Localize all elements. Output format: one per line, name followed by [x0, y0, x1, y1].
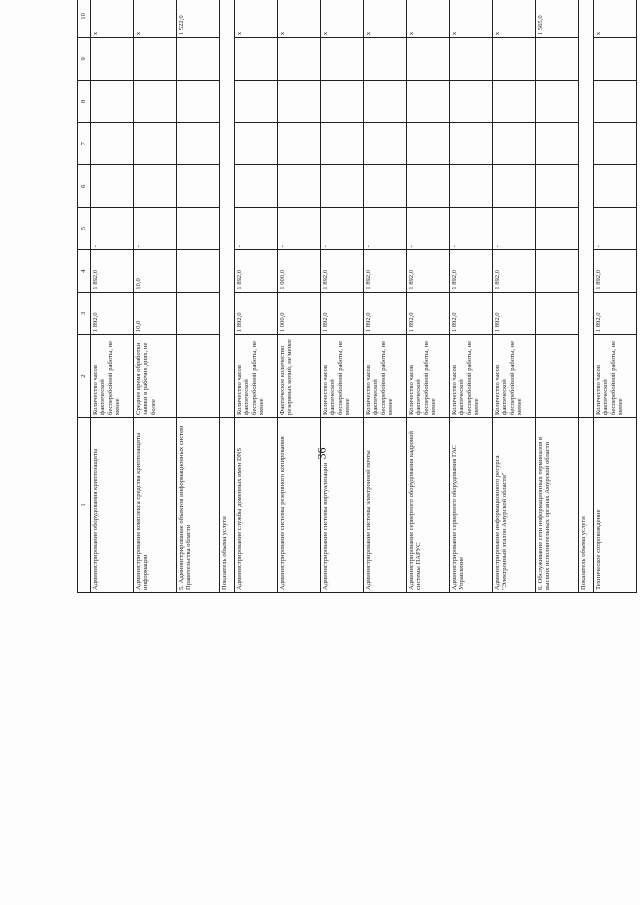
value-cell: 1 000,0	[278, 250, 321, 292]
header-cell: 1	[78, 417, 91, 592]
value-cell: х	[134, 0, 177, 38]
value-cell: 1 892,0	[407, 250, 450, 292]
table-row	[278, 0, 321, 593]
value-cell: -	[134, 207, 177, 249]
indicator-cell: Количество часов фактической бесперебойной работы, не менее	[493, 335, 536, 418]
empty-cell	[321, 123, 364, 165]
value-cell: 1 892,0	[364, 292, 407, 334]
table-row	[407, 0, 450, 593]
empty-cell	[450, 38, 493, 80]
value-cell: 1 892,0	[235, 250, 278, 292]
service-name-cell: Техническое сопровождение	[594, 417, 637, 592]
report-table	[77, 0, 637, 593]
table-rotation-wrapper	[77, 0, 637, 593]
empty-cell	[321, 165, 364, 207]
header-cell: 8	[78, 80, 91, 122]
empty-cell	[407, 38, 450, 80]
table-row	[493, 0, 536, 593]
value-cell: 1 565,0	[536, 0, 579, 38]
value-cell	[536, 207, 579, 249]
empty-cell	[407, 165, 450, 207]
value-cell: х	[594, 0, 637, 38]
value-cell: х	[278, 0, 321, 38]
header-cell: 4	[78, 250, 91, 292]
table-body	[78, 0, 637, 593]
value-cell: 1 892,0	[235, 292, 278, 334]
empty-cell	[278, 80, 321, 122]
service-name-cell: 5. Администрирование объектов информационных систем Правительства области	[177, 417, 220, 592]
empty-cell	[91, 123, 134, 165]
empty-cell	[594, 165, 637, 207]
rotated-table-frame	[77, 13, 637, 886]
value-cell: х	[407, 0, 450, 38]
value-cell: 1 892,0	[91, 292, 134, 334]
empty-cell	[91, 80, 134, 122]
indicator-cell: Количество часов фактической бесперебойной работы, не менее	[364, 335, 407, 418]
value-cell: 1 892,0	[594, 250, 637, 292]
value-cell: -	[594, 207, 637, 249]
empty-cell	[536, 80, 579, 122]
indicator-cell: Количество часов фактической бесперебойной работы, не менее	[450, 335, 493, 418]
value-cell	[177, 207, 220, 249]
value-cell: -	[278, 207, 321, 249]
table-row	[134, 0, 177, 593]
empty-cell	[278, 38, 321, 80]
column-number-row	[78, 0, 91, 593]
service-name-cell: Администрирование серверного оборудования ГАС Управление	[450, 417, 493, 592]
value-cell: -	[493, 207, 536, 249]
section-label: Показатель объема услуги	[579, 417, 594, 592]
empty-cell	[536, 123, 579, 165]
value-cell: 1 892,0	[493, 292, 536, 334]
empty-cell	[594, 80, 637, 122]
value-cell: 1 892,0	[91, 250, 134, 292]
empty-cell	[278, 165, 321, 207]
empty-cell	[91, 165, 134, 207]
empty-cell	[91, 38, 134, 80]
header-cell: 3	[78, 292, 91, 334]
header-cell: 7	[78, 123, 91, 165]
indicator-cell: Количество часов фактической бесперебойной работы, не менее	[91, 335, 134, 418]
empty-cell	[321, 38, 364, 80]
empty-cell	[493, 80, 536, 122]
table-row	[594, 0, 637, 593]
empty-cell	[594, 38, 637, 80]
empty-cell	[493, 38, 536, 80]
table-row	[235, 0, 278, 593]
value-cell: х	[321, 0, 364, 38]
empty-cell	[450, 80, 493, 122]
empty-cell	[493, 123, 536, 165]
value-cell: х	[91, 0, 134, 38]
service-name-cell: Администрирование системы электронной почты	[364, 417, 407, 592]
empty-cell	[407, 80, 450, 122]
empty-cell	[450, 165, 493, 207]
service-name-cell: Администрирование системы виртуализации	[321, 417, 364, 592]
empty-cell	[235, 38, 278, 80]
value-cell: -	[91, 207, 134, 249]
indicator-cell: Количество часов фактической бесперебойной работы, не менее	[235, 335, 278, 418]
empty-cell	[177, 80, 220, 122]
indicator-cell: Среднее время обработки заявки в рабочих днях, не более	[134, 335, 177, 418]
empty-cell	[364, 165, 407, 207]
indicator-cell: Количество часов фактической бесперебойной работы, не менее	[321, 335, 364, 418]
value-cell: 1 892,0	[450, 250, 493, 292]
table-row	[364, 0, 407, 593]
table-row	[450, 0, 493, 593]
page-number: 36	[314, 447, 329, 460]
value-cell: -	[407, 207, 450, 249]
empty-cell	[364, 123, 407, 165]
table-row	[91, 0, 134, 593]
value-cell: -	[364, 207, 407, 249]
empty-cell	[450, 123, 493, 165]
value-cell: х	[450, 0, 493, 38]
value-cell: 1 522,0	[177, 0, 220, 38]
table-row	[536, 0, 579, 593]
service-name-cell: 6. Обслуживание сети информационных терминалов в высших исполнительных органах Амурской области	[536, 417, 579, 592]
empty-cell	[278, 123, 321, 165]
empty-cell	[235, 123, 278, 165]
empty-cell	[594, 123, 637, 165]
value-cell	[177, 250, 220, 292]
service-name-cell: Администрирование оборудования криптозащиты	[91, 417, 134, 592]
empty-cell	[579, 0, 594, 417]
service-name-cell: Администрирование комплекса средства криптозащиты информации	[134, 417, 177, 592]
empty-cell	[235, 80, 278, 122]
empty-cell	[134, 38, 177, 80]
indicator-cell: Количество часов фактической бесперебойной работы, не менее	[407, 335, 450, 418]
empty-cell	[364, 38, 407, 80]
service-name-cell: Администрирование службы доменных имен DNS	[235, 417, 278, 592]
service-name-cell: Администрирование серверного оборудования кадровой системы ПАРУС	[407, 417, 450, 592]
header-cell: 5	[78, 207, 91, 249]
value-cell	[177, 292, 220, 334]
section-row	[220, 0, 235, 593]
value-cell: х	[493, 0, 536, 38]
empty-cell	[493, 165, 536, 207]
indicator-cell: Количество часов фактической бесперебойной работы, не менее	[594, 335, 637, 418]
empty-cell	[364, 80, 407, 122]
header-cell: 6	[78, 165, 91, 207]
value-cell: -	[321, 207, 364, 249]
value-cell: х	[235, 0, 278, 38]
header-cell: 10	[78, 0, 91, 38]
indicator-cell	[177, 335, 220, 418]
value-cell: 1 892,0	[450, 292, 493, 334]
section-row	[579, 0, 594, 593]
service-name-cell: Администрирование системы резервного копирования	[278, 417, 321, 592]
empty-cell	[134, 165, 177, 207]
empty-cell	[536, 165, 579, 207]
table-row	[321, 0, 364, 593]
service-name-cell: Администрирование информационного ресурса "Электронный эталон Амурской области"	[493, 417, 536, 592]
value-cell: 10,0	[134, 250, 177, 292]
table-row	[177, 0, 220, 593]
value-cell: 1 892,0	[407, 292, 450, 334]
value-cell: -	[450, 207, 493, 249]
empty-cell	[134, 80, 177, 122]
value-cell: 1 892,0	[594, 292, 637, 334]
value-cell: 1 000,0	[278, 292, 321, 334]
value-cell: 1 892,0	[364, 250, 407, 292]
value-cell	[536, 292, 579, 334]
section-label: Показатель объема услуги	[220, 417, 235, 592]
empty-cell	[220, 0, 235, 417]
empty-cell	[536, 38, 579, 80]
indicator-cell	[536, 335, 579, 418]
value-cell: 1 892,0	[493, 250, 536, 292]
empty-cell	[235, 165, 278, 207]
empty-cell	[177, 165, 220, 207]
empty-cell	[407, 123, 450, 165]
value-cell: 1 892,0	[321, 292, 364, 334]
value-cell: х	[364, 0, 407, 38]
indicator-cell: Фактическое количество резервных копий, не менее	[278, 335, 321, 418]
value-cell: 10,0	[134, 292, 177, 334]
value-cell: -	[235, 207, 278, 249]
empty-cell	[321, 80, 364, 122]
value-cell: 1 892,0	[321, 250, 364, 292]
header-cell: 9	[78, 38, 91, 80]
empty-cell	[177, 38, 220, 80]
empty-cell	[177, 123, 220, 165]
empty-cell	[134, 123, 177, 165]
header-cell: 2	[78, 335, 91, 418]
value-cell	[536, 250, 579, 292]
